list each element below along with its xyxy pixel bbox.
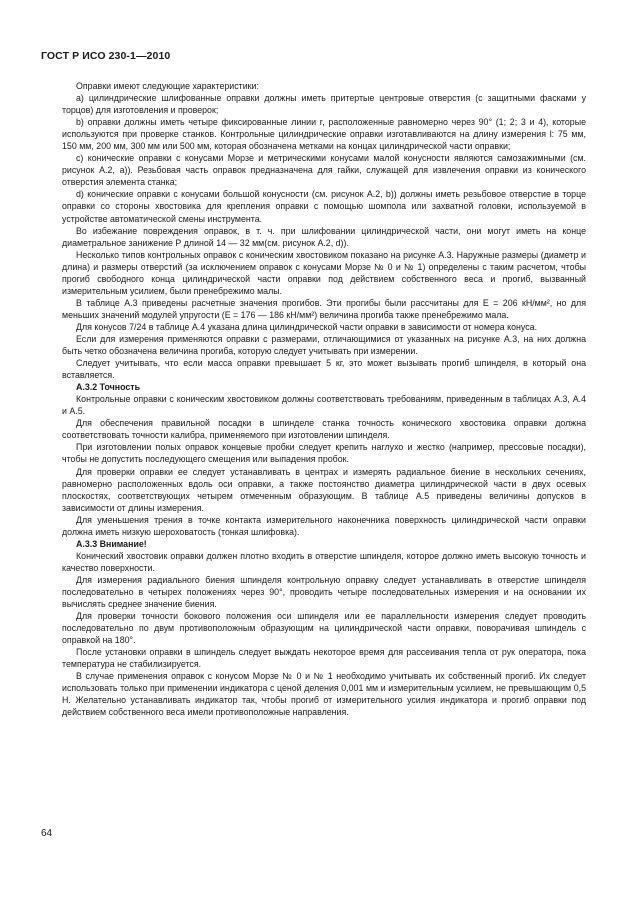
section-heading-a33: А.3.3 Внимание! bbox=[76, 538, 147, 549]
paragraph: В случае применения оправок с конусом Морзе № 0 и № 1 необходимо учитывать их собственный прогиб. Их следует использовать только при применении индикатора с ценой деления 0,001 мм и измерительным усилием, не превышающим 0,5 Н. Желательно устанавливать индикатор так, чтобы прогиб от измерительного усилия индикатора и прогиб оправки под действием собственного веса имели противоположные направления. bbox=[62, 671, 586, 718]
paragraph: Во избежание повреждения оправок, в т. ч. при шлифовании цилиндрической части, они могут иметь на конце диаметральное занижение Р длиной 14 — 32 мм(см. рисунок А.2, d)). bbox=[62, 225, 586, 248]
paragraph: В таблице А.3 приведены расчетные значения прогибов. Эти прогибы были рассчитаны для Е = 206 кН/мм², но для меньших значений модулей упругости (Е = 176 — 186 кН/мм²) величина прогиба также пренебрежимо мала. bbox=[62, 297, 586, 320]
paragraph: При изготовлении полых оправок концевые пробки следует крепить наглухо и жестко (например, прессовые посадки), чтобы не допустить последующего смещения или выпадения пробок. bbox=[62, 442, 586, 465]
paragraph: b) оправки должны иметь четыре фиксированные линии r, расположенные равномерно через 90° (1; 2; 3 и 4), которые используются при проверке станков. Контрольные цилиндрические оправки изготавливаются на длину измерения l: 75 мм, 150 мм, 200 мм, 300 мм или 500 мм, которая обозначена метками на концах цилиндрической части оправки; bbox=[62, 117, 586, 152]
paragraph: После установки оправки в шпиндель следует выждать некоторое время для рассеивания тепла от рук оператора, пока температура не стабилизируется. bbox=[62, 647, 586, 670]
paragraph: Оправки имеют следующие характеристики: bbox=[76, 81, 259, 91]
paragraph: Конический хвостовик оправки должен плотно входить в отверстие шпинделя, которое должно иметь высокую точность и качество поверхности. bbox=[62, 550, 586, 573]
page-number: 64 bbox=[41, 828, 53, 839]
paragraph: Для проверки оправки ее следует устанавливать в центрах и измерять радиальное биение в нескольких сечениях, равномерно расположенных вдоль оси оправки, а также постоянство диаметра цилиндрической части в двух осевых плоскостях, соответствующих четырем отмеченным образующим. В таблице А.5 приведены величины допусков в зависимости от длины измерения. bbox=[62, 466, 586, 513]
paragraph: d) конические оправки с конусами большой конусности (см. рисунок А.2, b)) должны иметь резьбовое отверстие в торце оправки со стороны хвостовика для крепления оправки с помощью шомпола или захватной головки, используемой в устройстве автоматической смены инструмента. bbox=[62, 189, 586, 224]
paragraph: c) конические оправки с конусами Морзе и метрическими конусами малой конусности являются самозажимными (см. рисунок А.2, а)). Резьбовая часть оправок предназначена для гайки, служащей для извлечения оправки из конического отверстия элемента станка; bbox=[62, 153, 586, 188]
paragraph: Для уменьшения трения в точке контакта измерительного наконечника поверхность цилиндрической части оправки должна иметь низкую шероховатость (тонкая шлифовка). bbox=[62, 514, 586, 537]
paragraph: Несколько типов контрольных оправок с коническим хвостовиком показано на рисунке А.3. Наружные размеры (диаметр и длина) и размеры отверстий (за исключением оправок с конусами Морзе № 0 и № 1) определены с таким расчетом, чтобы прогиб свободного конца цилиндрической части оправки под действием собственного веса и прогиб, вызванный измерительным усилием, были пренебрежимо малы. bbox=[62, 249, 586, 296]
paragraph: Если для измерения применяются оправки с размерами, отличающимися от указанных на рисунке А.3, на них должна быть четко обозначена величина прогиба, которую следует учитывать при измерении. bbox=[62, 333, 586, 357]
paragraph: Следует учитывать, что если масса оправки превышает 5 кг, это может вызывать прогиб шпинделя, в который она вставляется. bbox=[62, 358, 586, 381]
paragraph: a) цилиндрические шлифованные оправки должны иметь притертые центровые отверстия (с защитными фасками у торцов) для изготовления и проверок; bbox=[62, 93, 586, 116]
section-heading-a32: А.3.2 Точность bbox=[76, 382, 141, 393]
paragraph: Для обеспечения правильной посадки в шпинделе станка точность конического хвостовика оправки должна соответствовать точности калибра, применяемого при изготовлении шпинделя. bbox=[62, 418, 586, 441]
body-text bbox=[62, 80, 586, 718]
paragraph: Для измерения радиального биения шпинделя контрольную оправку следует устанавливать в отверстие шпинделя последовательно в четырех положениях через 90°, проводить четыре последовательных измерения и на основании их вычислять среднее значение биения. bbox=[62, 574, 586, 610]
paragraph: Для проверки точности бокового положения оси шпинделя или ее параллельности измерения следует проводить последовательно по двум противоположным образующим на цилиндрической части оправки, поворачивая шпиндель с оправкой на 180°. bbox=[62, 611, 586, 646]
paragraph: Контрольные оправки с коническим хвостовиком должны соответствовать требованиям, приведенным в таблицах А.3, А.4 и А.5. bbox=[62, 394, 586, 417]
paragraph: Для конусов 7/24 в таблице А.4 указана длина цилиндрической части оправки в зависимости от номера конуса. bbox=[76, 321, 538, 332]
standard-header: ГОСТ Р ИСО 230-1—2010 bbox=[41, 50, 171, 62]
